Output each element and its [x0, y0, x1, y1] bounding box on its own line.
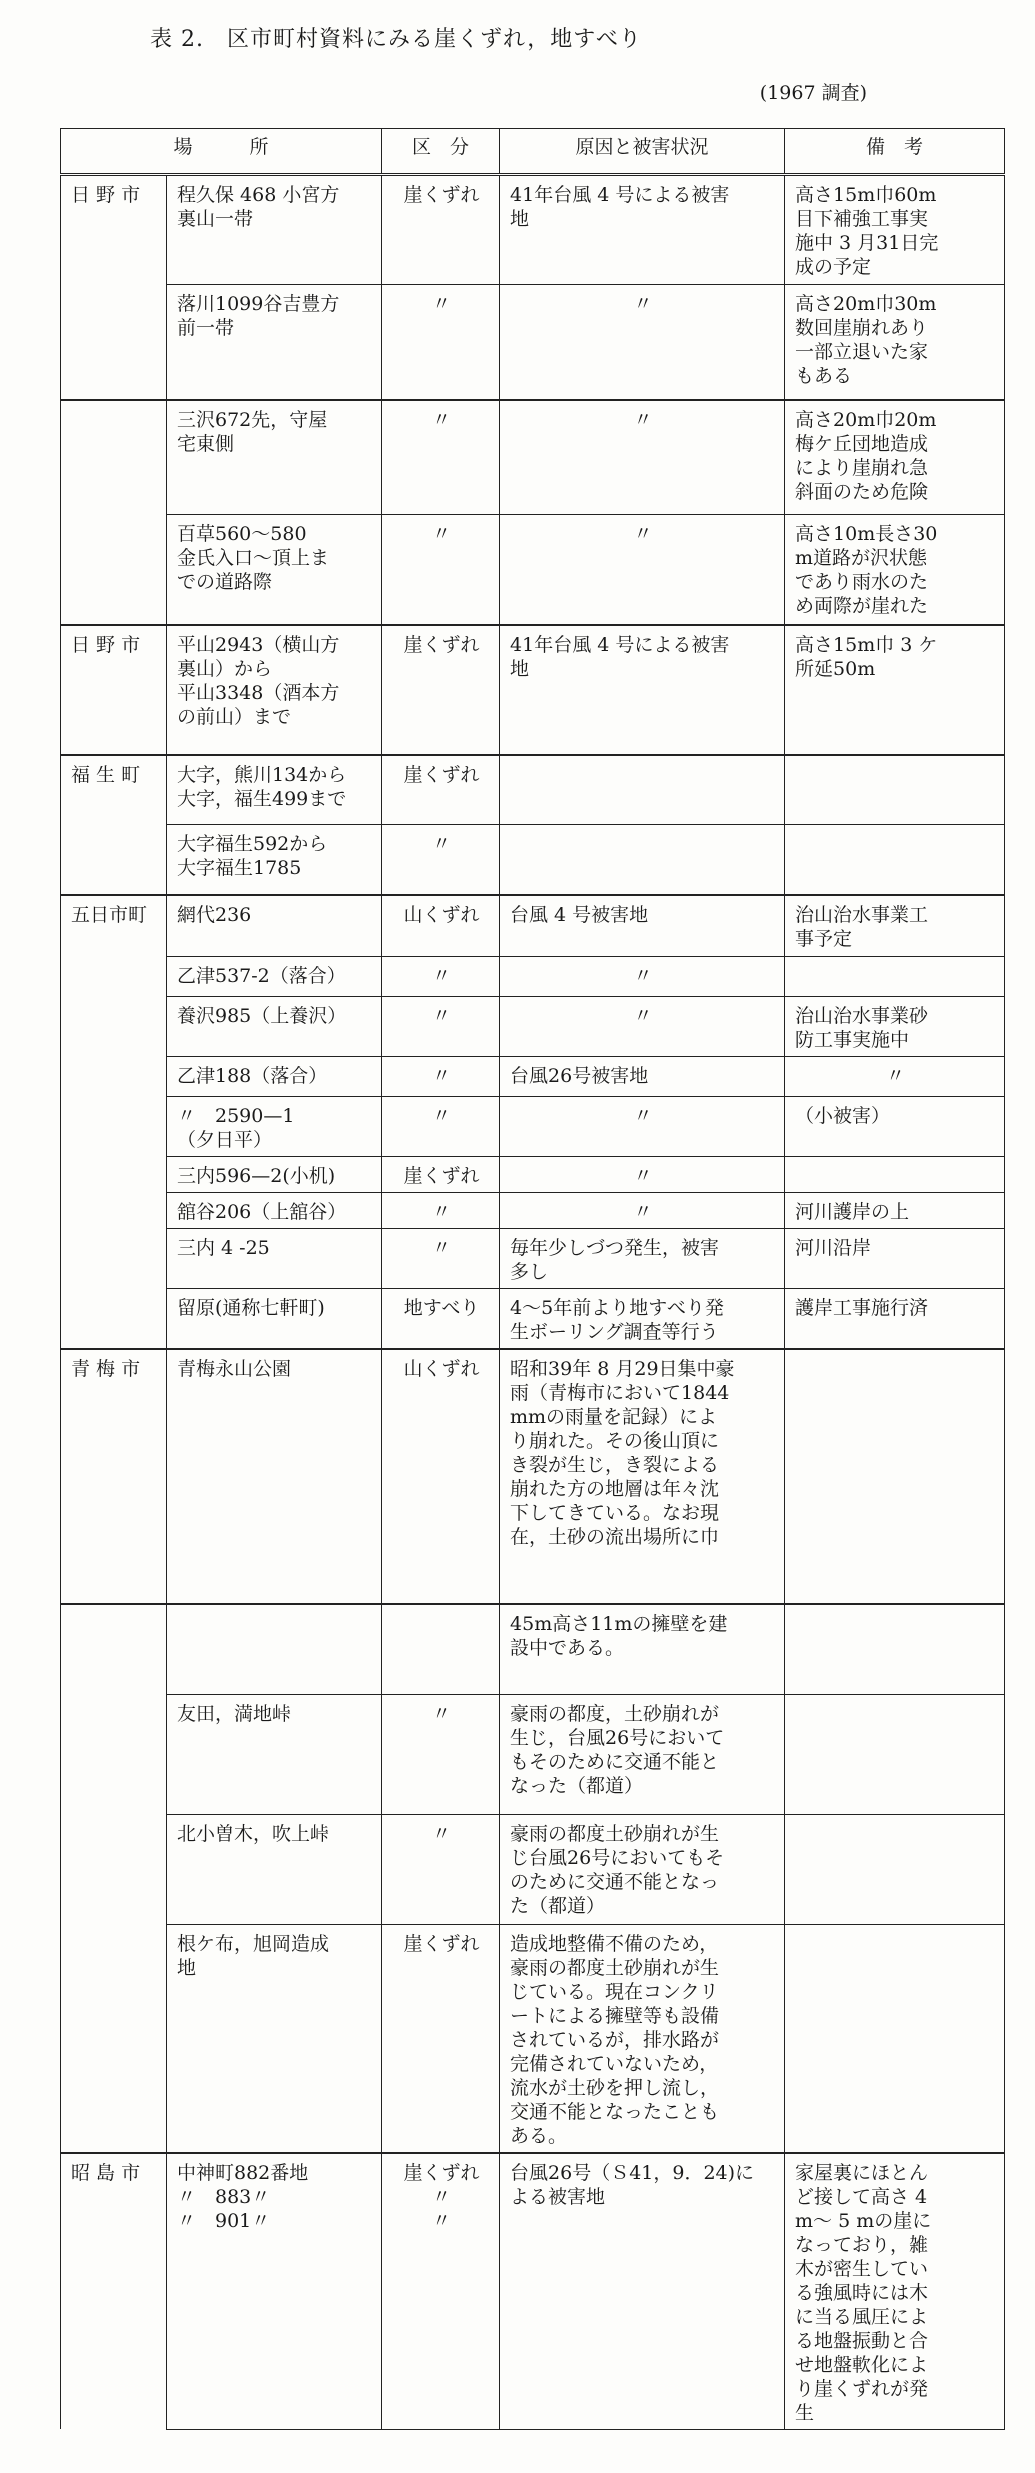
category-cell: 〃 — [382, 1229, 500, 1289]
place-cell: 大字，熊川134から 大字，福生499まで — [167, 755, 382, 825]
place-cell: 〃 2590—1 （夕日平） — [167, 1097, 382, 1157]
location-cell: 昭 島 市 — [61, 2153, 167, 2430]
location-cell — [61, 400, 167, 515]
category-cell: 崖くずれ — [382, 1924, 500, 2153]
cause-cell — [500, 755, 785, 825]
location-cell — [61, 997, 167, 1057]
place-cell: 大字福生592から 大字福生1785 — [167, 825, 382, 895]
cause-cell: 45m高さ11mの擁壁を建 設中である。 — [500, 1604, 785, 1694]
place-cell: 三内 4 -25 — [167, 1229, 382, 1289]
place-cell: 養沢985（上養沢） — [167, 997, 382, 1057]
header-row — [61, 129, 1005, 175]
cause-cell: 台風 4 号被害地 — [500, 895, 785, 957]
note-cell: 治山治水事業砂 防工事実施中 — [785, 997, 1005, 1057]
place-cell: 平山2943（横山方 裏山）から 平山3348（酒本方 の前山）まで — [167, 625, 382, 755]
table-title: 表 2. 区市町村資料にみる崖くずれ，地すべり — [150, 27, 642, 52]
table-row — [61, 175, 1005, 285]
table-row — [61, 1349, 1005, 1604]
table-row — [61, 400, 1005, 515]
note-cell: 高さ10m長さ30 m道路が沢状態 であり雨水のた め両際が崖れた — [785, 515, 1005, 625]
category-cell: 〃 — [382, 1814, 500, 1924]
cause-cell: 造成地整備不備のため， 豪雨の都度土砂崩れが生 じている。現在コンクリ ートによる擁壁等も設備 されているが，排水路が 完備されていないため， 流水が土砂を押し流し， 交通不能となったことも ある。 — [500, 1924, 785, 2153]
note-cell: 〃 — [785, 1057, 1005, 1097]
cause-cell: 豪雨の都度，土砂崩れが 生じ，台風26号において もそのために交通不能と なった（都道） — [500, 1694, 785, 1814]
category-cell: 〃 — [382, 825, 500, 895]
note-cell: 河川沿岸 — [785, 1229, 1005, 1289]
cause-cell: 昭和39年 8 月29日集中豪 雨（青梅市において1844 mmの雨量を記録）によ り崩れた。その後山頂に き裂が生じ，き裂による 崩れた方の地層は年々沈 下してきている。なお現 在，土砂の流出場所に巾 — [500, 1349, 785, 1604]
note-cell — [785, 1157, 1005, 1193]
note-cell: 治山治水事業工 事予定 — [785, 895, 1005, 957]
place-cell: 舘谷206（上舘谷） — [167, 1193, 382, 1229]
location-cell: 日 野 市 — [61, 625, 167, 755]
place-cell: 乙津188（落合） — [167, 1057, 382, 1097]
survey-year: (1967 調査) — [759, 82, 867, 104]
place-cell: 網代236 — [167, 895, 382, 957]
location-cell: 福 生 町 — [61, 755, 167, 825]
location-cell — [61, 1289, 167, 1350]
location-cell — [61, 825, 167, 895]
place-cell: 友田，満地峠 — [167, 1694, 382, 1814]
category-cell: 〃 — [382, 1057, 500, 1097]
table-row — [61, 1924, 1005, 2153]
cause-cell: 4～5年前より地すべり発 生ボーリング調査等行う — [500, 1289, 785, 1350]
table-row — [61, 895, 1005, 957]
place-cell: 程久保 468 小宮方 裏山一帯 — [167, 175, 382, 285]
cause-cell: 台風26号（Ｓ41，9．24)に よる被害地 — [500, 2153, 785, 2430]
table-row — [61, 285, 1005, 400]
location-cell — [61, 1193, 167, 1229]
table-row — [61, 1289, 1005, 1350]
location-cell — [61, 1229, 167, 1289]
cause-cell: 〃 — [500, 515, 785, 625]
table-row — [61, 2153, 1005, 2430]
category-cell: 〃 — [382, 1097, 500, 1157]
category-cell: 〃 — [382, 515, 500, 625]
table-row — [61, 1193, 1005, 1229]
category-cell: 〃 — [382, 997, 500, 1057]
header-category: 区 分 — [382, 129, 500, 175]
category-cell: 〃 — [382, 285, 500, 400]
location-cell — [61, 1924, 167, 2153]
location-cell: 日 野 市 — [61, 175, 167, 285]
place-cell: 青梅永山公園 — [167, 1349, 382, 1604]
category-cell: 地すべり — [382, 1289, 500, 1350]
table-row — [61, 1097, 1005, 1157]
header-cause: 原因と被害状況 — [500, 129, 785, 175]
table-row — [61, 1604, 1005, 1694]
place-cell: 根ケ布，旭岡造成 地 — [167, 1924, 382, 2153]
category-cell: 崖くずれ — [382, 1157, 500, 1193]
note-cell — [785, 1694, 1005, 1814]
note-cell: 高さ15m巾60m 目下補強工事実 施中 3 月31日完 成の予定 — [785, 175, 1005, 285]
table-row — [61, 1057, 1005, 1097]
cause-cell: 〃 — [500, 285, 785, 400]
header-notes: 備 考 — [785, 129, 1005, 175]
note-cell — [785, 957, 1005, 997]
location-cell — [61, 1157, 167, 1193]
location-cell — [61, 1097, 167, 1157]
note-cell — [785, 755, 1005, 825]
cause-cell: 〃 — [500, 400, 785, 515]
cause-cell: 〃 — [500, 957, 785, 997]
location-cell — [61, 285, 167, 400]
category-cell: 〃 — [382, 400, 500, 515]
header-place: 場 所 — [61, 129, 382, 175]
place-cell: 百草560～580 金氏入口～頂上ま での道路際 — [167, 515, 382, 625]
note-cell — [785, 825, 1005, 895]
category-cell — [382, 1604, 500, 1694]
place-cell: 中神町882番地 〃 883〃 〃 901〃 — [167, 2153, 382, 2430]
cause-cell: 41年台風 4 号による被害 地 — [500, 175, 785, 285]
location-cell — [61, 1604, 167, 1694]
cause-cell: 台風26号被害地 — [500, 1057, 785, 1097]
table-row — [61, 1694, 1005, 1814]
location-cell: 五日市町 — [61, 895, 167, 957]
note-cell: 河川護岸の上 — [785, 1193, 1005, 1229]
table-row — [61, 957, 1005, 997]
category-cell: 崖くずれ — [382, 755, 500, 825]
category-cell: 〃 — [382, 1193, 500, 1229]
place-cell: 落川1099谷吉豊方 前一帯 — [167, 285, 382, 400]
category-cell: 〃 — [382, 957, 500, 997]
table-row — [61, 1814, 1005, 1924]
cause-cell: 41年台風 4 号による被害 地 — [500, 625, 785, 755]
category-cell: 崖くずれ 〃 〃 — [382, 2153, 500, 2430]
note-cell: 高さ15m巾 3 ケ 所延50m — [785, 625, 1005, 755]
location-cell: 青 梅 市 — [61, 1349, 167, 1604]
place-cell: 留原(通称七軒町) — [167, 1289, 382, 1350]
location-cell — [61, 1814, 167, 1924]
landslide-table — [60, 128, 1005, 2430]
cause-cell: 毎年少しづつ発生，被害 多し — [500, 1229, 785, 1289]
place-cell: 三内596—2(小机) — [167, 1157, 382, 1193]
cause-cell: 〃 — [500, 1157, 785, 1193]
category-cell: 山くずれ — [382, 895, 500, 957]
location-cell — [61, 1694, 167, 1814]
cause-cell: 〃 — [500, 1193, 785, 1229]
place-cell: 三沢672先，守屋 宅東側 — [167, 400, 382, 515]
note-cell: 高さ20m巾20m 梅ケ丘団地造成 により崖崩れ急 斜面のため危険 — [785, 400, 1005, 515]
note-cell: （小被害） — [785, 1097, 1005, 1157]
note-cell: 家屋裏にほとん ど接して高さ 4 m～ 5 mの崖に なっており，雑 木が密生してい る強風時には木 に当る風圧によ る地盤振動と合 せ地盤軟化によ り崖くずれが発 生 — [785, 2153, 1005, 2430]
place-cell: 乙津537-2（落合） — [167, 957, 382, 997]
cause-cell: 〃 — [500, 997, 785, 1057]
note-cell — [785, 1814, 1005, 1924]
location-cell — [61, 1057, 167, 1097]
note-cell — [785, 1924, 1005, 2153]
place-cell: 北小曽木，吹上峠 — [167, 1814, 382, 1924]
cause-cell: 豪雨の都度土砂崩れが生 じ台風26号においてもそ のために交通不能となっ た（都道） — [500, 1814, 785, 1924]
table-row — [61, 515, 1005, 625]
location-cell — [61, 957, 167, 997]
table-row — [61, 755, 1005, 825]
category-cell: 山くずれ — [382, 1349, 500, 1604]
category-cell: 崖くずれ — [382, 625, 500, 755]
location-cell — [61, 515, 167, 625]
place-cell — [167, 1604, 382, 1694]
note-cell: 護岸工事施行済 — [785, 1289, 1005, 1350]
table-row — [61, 825, 1005, 895]
note-cell — [785, 1604, 1005, 1694]
table-row — [61, 1157, 1005, 1193]
note-cell — [785, 1349, 1005, 1604]
table-row — [61, 625, 1005, 755]
table-row — [61, 997, 1005, 1057]
cause-cell: 〃 — [500, 1097, 785, 1157]
note-cell: 高さ20m巾30m 数回崖崩れあり 一部立退いた家 もある — [785, 285, 1005, 400]
category-cell: 崖くずれ — [382, 175, 500, 285]
table-row — [61, 1229, 1005, 1289]
category-cell: 〃 — [382, 1694, 500, 1814]
cause-cell — [500, 825, 785, 895]
